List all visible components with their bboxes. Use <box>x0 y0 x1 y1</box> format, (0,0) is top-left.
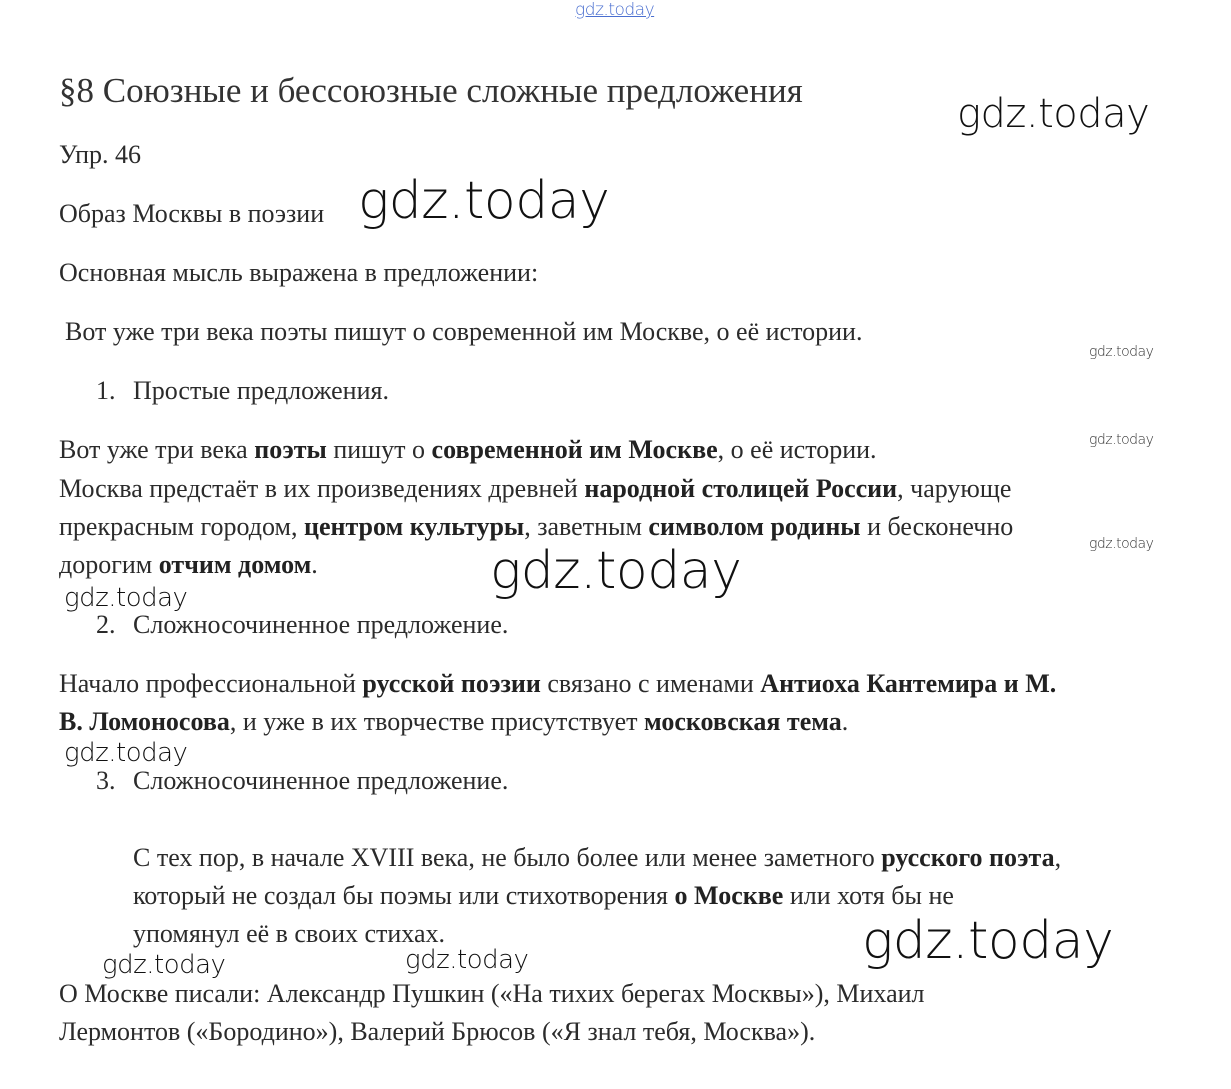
bold-phrase: русского поэта <box>881 843 1055 872</box>
text-run: который не создал бы поэмы или стихотворения <box>133 881 675 910</box>
sentence-line <box>133 918 445 949</box>
text-run: , <box>1054 843 1062 872</box>
text-run: пишут о <box>326 435 432 464</box>
watermark: gdz.today <box>1089 432 1154 448</box>
bold-phrase: В. Ломоносова <box>59 707 230 736</box>
bold-phrase: отчим домом <box>158 550 312 579</box>
exercise-number: Упр. 46 <box>59 140 142 169</box>
sentence-line <box>133 842 1061 873</box>
item-number: 2. <box>96 610 116 639</box>
text-run: Вот уже три века <box>59 435 255 464</box>
text-run: . <box>841 707 849 736</box>
sentence-line <box>59 549 318 580</box>
sentence-line <box>59 511 1013 542</box>
text-run: , чарующе <box>897 474 1012 503</box>
text-run: дорогим <box>59 550 159 579</box>
sentence-line <box>133 880 954 911</box>
watermark: gdz.today <box>405 945 529 975</box>
watermark: gdz.today <box>1089 344 1154 360</box>
text-run: , о её истории. <box>717 435 877 464</box>
page-title: §8 Союзные и бессоюзные сложные предложения <box>59 71 803 110</box>
watermark: gdz.today <box>358 171 610 231</box>
closing-line: Лермонтов («Бородино»), Валерий Брюсов («Я знал тебя, Москва»). <box>59 1017 816 1046</box>
text-run: упомянул её в своих стихах. <box>133 919 445 948</box>
watermark: gdz.today <box>102 950 226 980</box>
bold-phrase: о Москве <box>674 881 784 910</box>
bold-phrase: народной столицей России <box>584 474 898 503</box>
item-number: 1. <box>96 376 116 405</box>
watermark: gdz.today <box>957 91 1150 137</box>
bold-phrase: центром культуры <box>303 512 525 541</box>
item-label: Простые предложения. <box>133 376 389 405</box>
text-run: . <box>311 550 318 579</box>
text-run: Москва предстаёт в их произведениях древней <box>59 474 585 503</box>
sentence-line <box>59 473 1011 504</box>
item-label: Сложносочиненное предложение. <box>133 610 509 639</box>
topic: Образ Москвы в поэзии <box>59 199 325 228</box>
sentence-line <box>59 706 848 737</box>
text-run: или хотя бы не <box>783 881 954 910</box>
bold-phrase: поэты <box>254 435 327 464</box>
text-run: связано с именами <box>540 669 761 698</box>
watermark: gdz.today <box>64 583 188 613</box>
item-number: 3. <box>96 766 116 795</box>
watermark: gdz.today <box>490 541 742 601</box>
text-run: Начало профессиональной <box>59 669 363 698</box>
watermark: gdz.today <box>862 911 1114 971</box>
text-run: , заветным <box>524 512 649 541</box>
text-run: , и уже в их творчестве присутствует <box>229 707 644 736</box>
text-run: прекрасным городом, <box>59 512 304 541</box>
bold-phrase: современной им Москве <box>431 435 718 464</box>
main-thought-label: Основная мысль выражена в предложении: <box>59 258 539 287</box>
closing-line: О Москве писали: Александр Пушкин («На тихих берегах Москвы»), Михаил <box>59 979 925 1008</box>
main-thought: Вот уже три века поэты пишут о современной им Москве, о её истории. <box>65 317 863 346</box>
bold-phrase: символом родины <box>648 512 861 541</box>
bold-phrase: русской поэзии <box>362 669 541 698</box>
sentence-line <box>59 434 877 465</box>
text-run: С тех пор, в начале XVIII века, не было более или менее заметного <box>133 843 882 872</box>
watermark: gdz.today <box>64 738 188 768</box>
bold-phrase: московская тема <box>643 707 842 736</box>
text-run: и бесконечно <box>860 512 1014 541</box>
bold-phrase: Антиоха Кантемира и М. <box>760 669 1057 698</box>
sentence-line <box>59 668 1056 699</box>
watermark-top[interactable]: gdz.today <box>575 0 655 20</box>
watermark: gdz.today <box>1089 536 1154 552</box>
item-label: Сложносочиненное предложение. <box>133 766 509 795</box>
